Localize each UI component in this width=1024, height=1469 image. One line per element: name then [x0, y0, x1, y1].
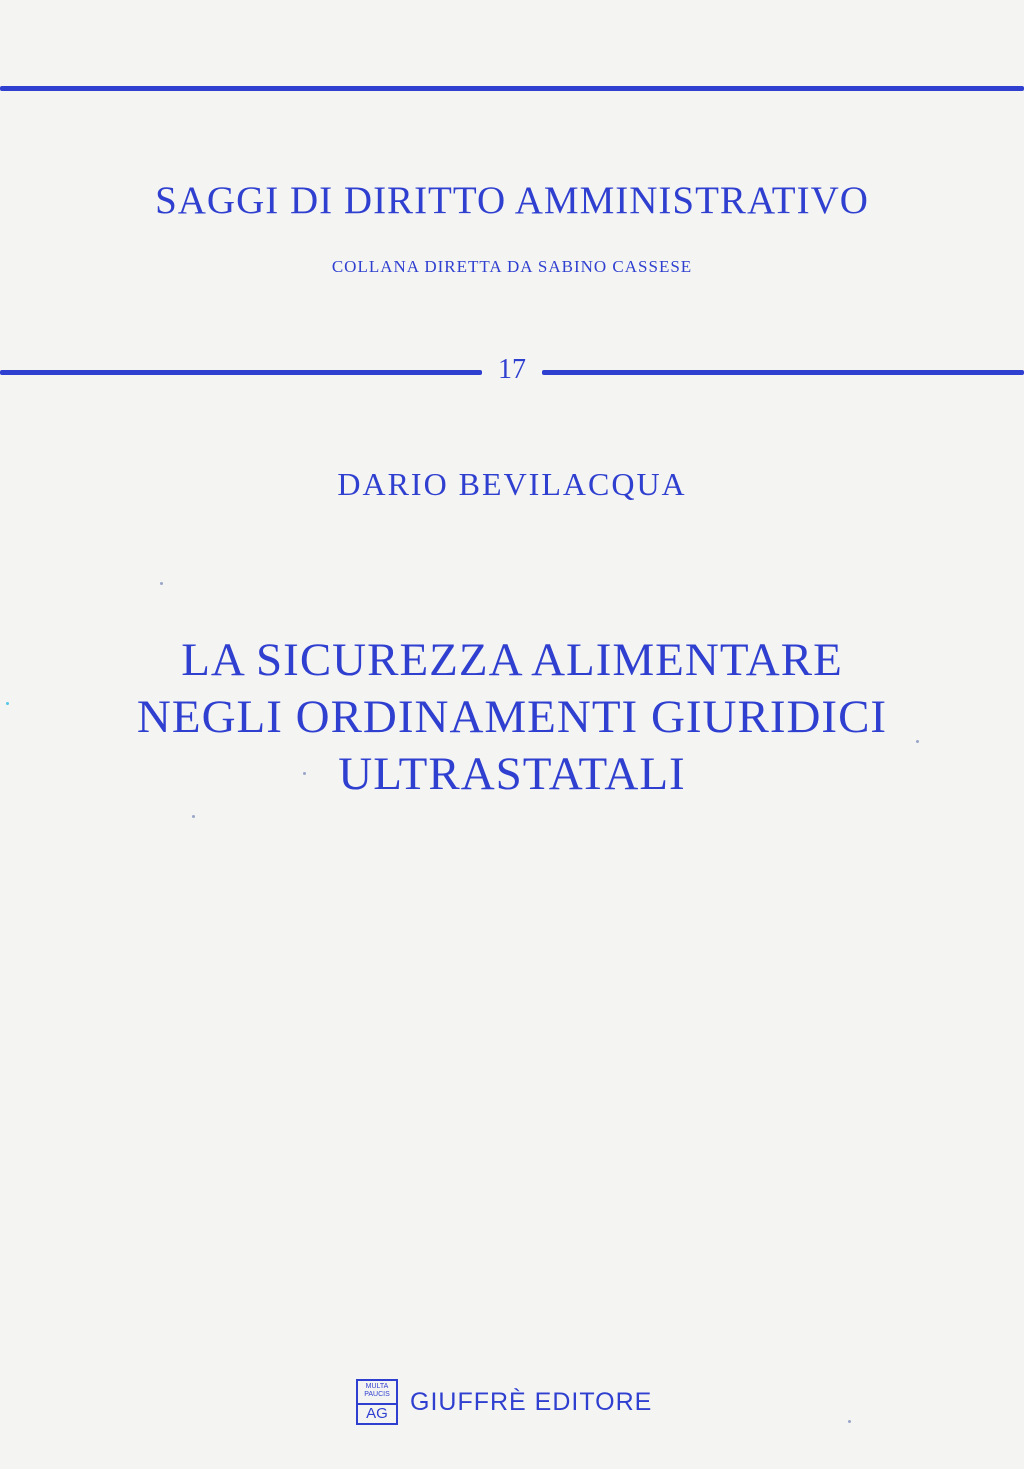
paper-speck [303, 772, 306, 775]
author-name: DARIO BEVILACQUA [337, 466, 687, 502]
paper-speck [848, 1420, 851, 1423]
volume-number: 17 [498, 354, 526, 385]
logo-initials: AG [366, 1405, 388, 1422]
book-title-line: LA SICUREZZA ALIMENTARE [181, 634, 843, 686]
paper-speck [192, 815, 195, 818]
book-title-line: ULTRASTATALI [338, 748, 686, 800]
book-title [0, 632, 1024, 803]
book-title-line: NEGLI ORDINAMENTI GIURIDICI [136, 691, 888, 743]
paper-speck [160, 582, 163, 585]
volume-rule-left [0, 370, 482, 375]
volume-rule-right [542, 370, 1024, 375]
logo-motto: MULTA PAUCIS [358, 1381, 396, 1405]
paper-speck [6, 702, 9, 705]
top-rule [0, 86, 1024, 91]
publisher [356, 1376, 652, 1428]
publisher-name: GIUFFRÈ EDITORE [410, 1387, 653, 1416]
series-title: SAGGI DI DIRITTO AMMINISTRATIVO [155, 179, 869, 222]
publisher-logo-icon [356, 1379, 398, 1425]
series-subtitle: COLLANA DIRETTA DA SABINO CASSESE [331, 257, 693, 276]
paper-speck [916, 740, 919, 743]
